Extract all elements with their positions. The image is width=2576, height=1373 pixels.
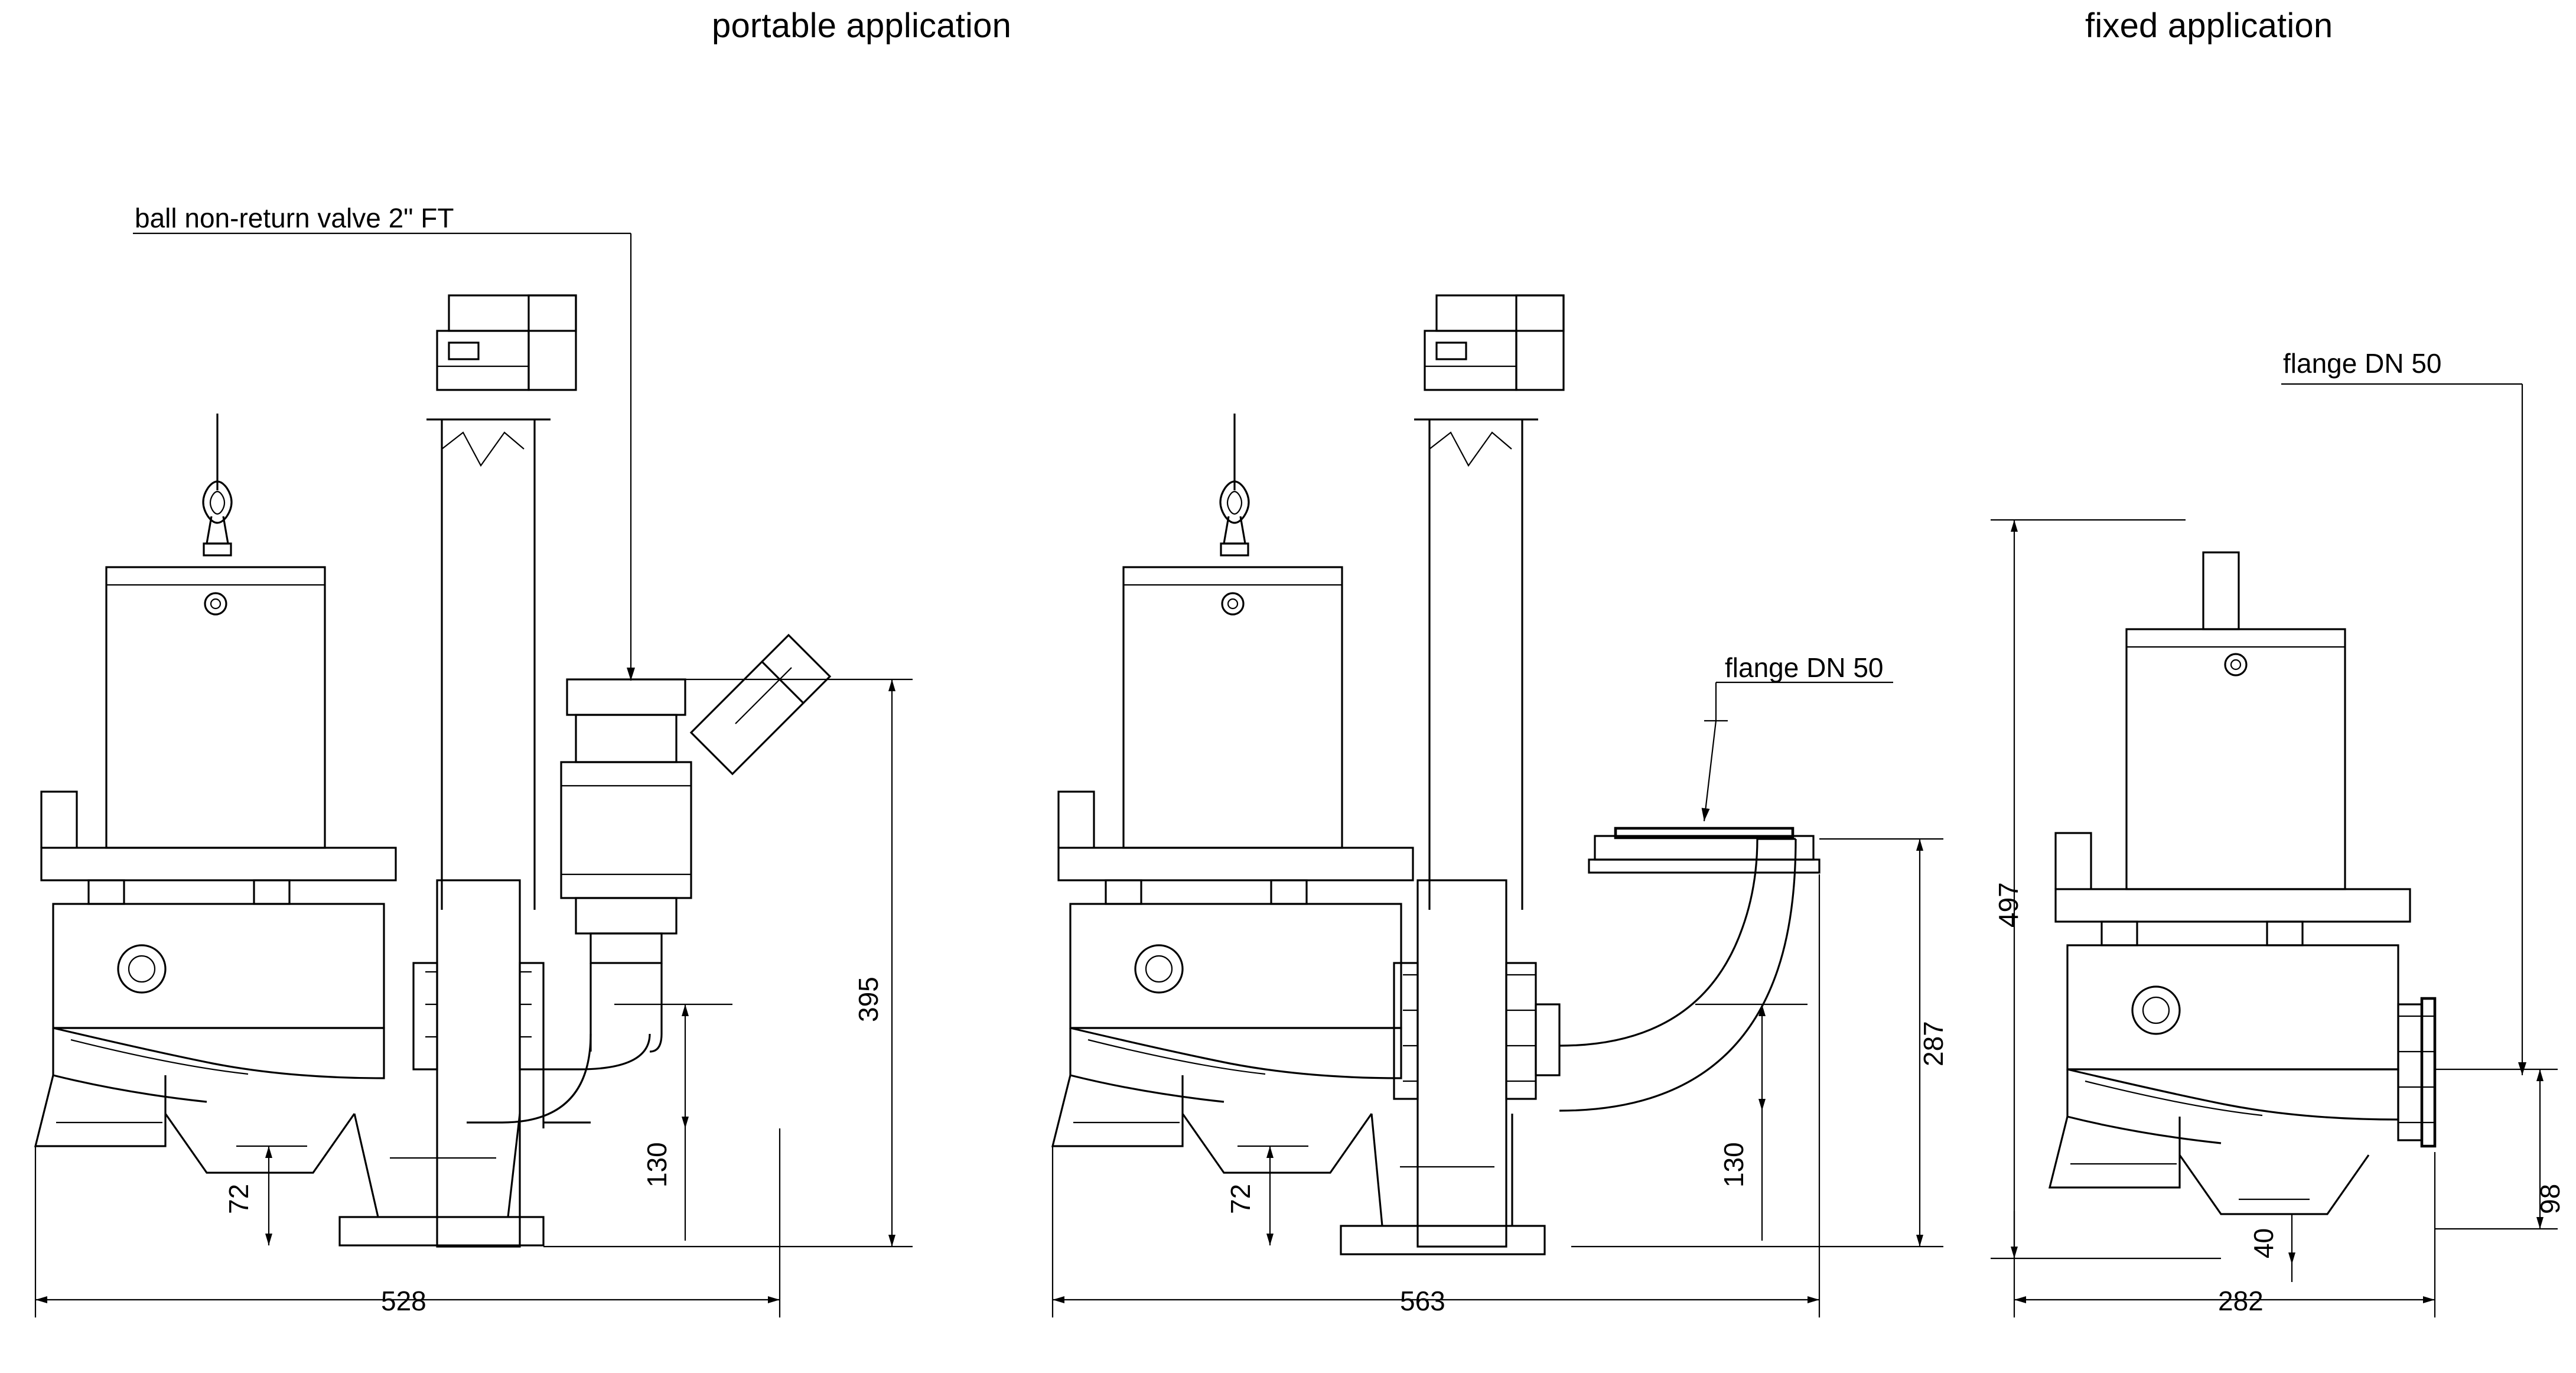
label-flange-dn50-right: flange DN 50	[2283, 348, 2442, 379]
dim-coupling-foot-height: 72	[1225, 1183, 1256, 1214]
view-coupling-geometry	[1053, 295, 1943, 1317]
title-portable-application: portable application	[712, 6, 1012, 45]
dim-portable-foot-height: 72	[223, 1183, 254, 1214]
dim-coupling-outlet-height: 130	[1718, 1142, 1749, 1187]
dim-fixed-width: 282	[2218, 1286, 2264, 1316]
dim-fixed-height: 497	[1993, 882, 2024, 928]
view-portable-geometry	[35, 233, 913, 1317]
label-flange-dn50-middle: flange DN 50	[1725, 652, 1884, 683]
dim-portable-outlet-height: 130	[641, 1142, 672, 1187]
dim-portable-height: 395	[853, 977, 884, 1022]
dim-portable-width: 528	[381, 1286, 426, 1316]
dim-fixed-outlet-height: 98	[2535, 1183, 2565, 1214]
title-fixed-application: fixed application	[2085, 6, 2333, 45]
dim-coupling-width: 563	[1400, 1286, 1445, 1316]
dim-fixed-foot-height: 40	[2248, 1228, 2279, 1258]
label-ball-non-return-valve: ball non-return valve 2" FT	[135, 203, 454, 233]
dim-coupling-height: 287	[1918, 1021, 1949, 1066]
view-fixed-geometry	[1991, 384, 2558, 1317]
